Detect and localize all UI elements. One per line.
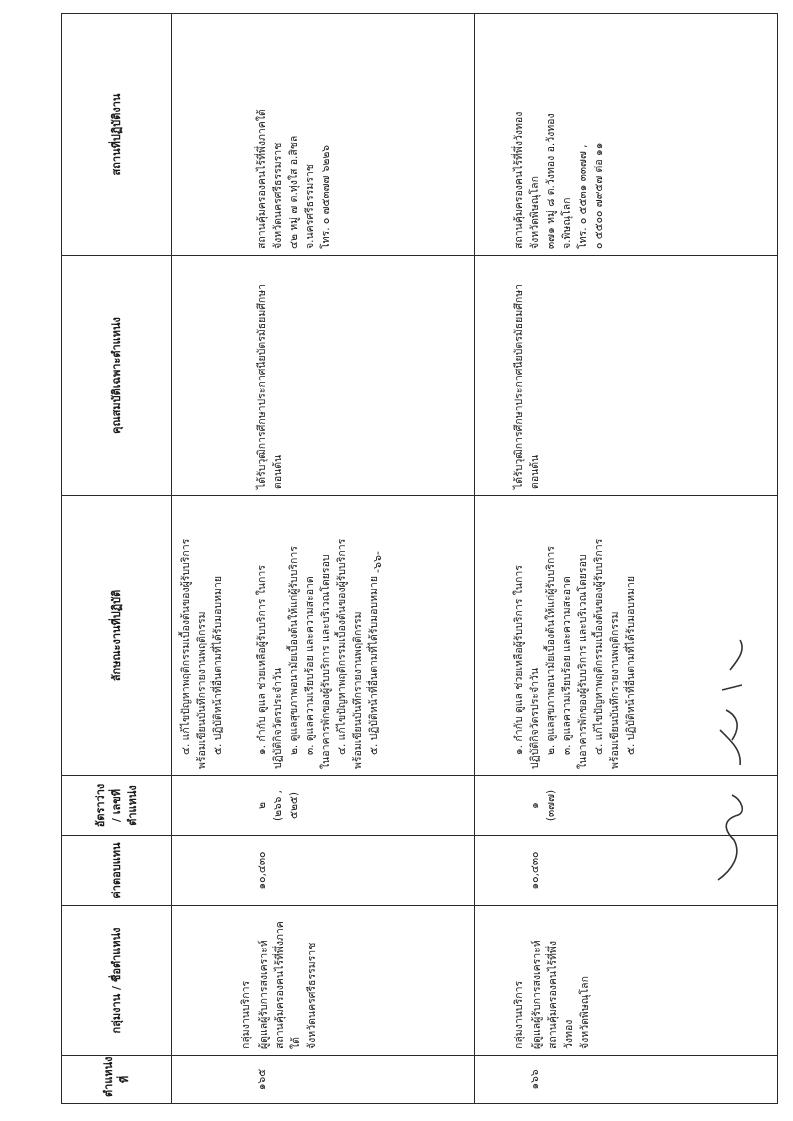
header-group-title: กลุ่มงาน / ชื่อตำแหน่ง — [62, 906, 172, 1056]
qualification-line: ตอนต้น — [272, 454, 285, 489]
duty-line: ๓. ดูแลความเรียบร้อย และความสะอาด — [304, 576, 317, 755]
title-line: ผู้ดูแลผู้รับการสงเคราะห์ — [531, 940, 544, 1049]
duty-line: พร้อมเขียนบันทึกรายงานพฤติกรรม — [196, 611, 209, 769]
header-rate-no: อัตราว่าง / เลขที่ตำแหน่ง — [62, 776, 172, 836]
duty-line: พร้อมเขียนบันทึกรายงานพฤติกรรม — [609, 611, 622, 769]
duty-line: ๕. ปฏิบัติหน้าที่อื่นตามที่ได้รับมอบหมาย — [368, 576, 381, 755]
rate-number: (๒๖๖ , — [272, 789, 285, 822]
table-row — [475, 14, 778, 1104]
rate-number: ๕๒๕) — [288, 792, 301, 819]
workplace-line: สถานคุ้มครองคนไร้ที่พึ่งภาคใต้ — [256, 109, 269, 249]
duty-line: พร้อมเขียนบันทึกรายงานพฤติกรรม — [352, 611, 365, 769]
qualification-line: ได้รับวุฒิการศึกษาประกาศนียบัตรมัธยมศึกษา — [256, 283, 269, 489]
group-label: กลุ่มงานบริการ — [240, 980, 253, 1049]
row-salary — [172, 836, 475, 906]
position-number: ๑๖๖ — [529, 1069, 542, 1090]
duty-line: ๑. กำกับ ดูแล ช่วยเหลือผู้รับบริการ ในการ — [256, 565, 269, 755]
workplace-line: สถานคุ้มครองคนไร้ที่พึ่งวังทอง — [513, 111, 526, 249]
duty-line: ๔. แก้ไขปัญหาพฤติกรรมเบื้องต้นของผู้รับบริการ — [336, 538, 349, 755]
signature-mark — [712, 590, 752, 890]
row-group-title — [172, 906, 475, 1056]
rate-number: (๓๗๗) — [545, 789, 558, 822]
workplace-line: จังหวัดพิษณุโลก — [529, 176, 542, 249]
duty-line: ๒. ดูแลสุขภาพอนามัยเบื้องต้นให้แก่ผู้รับบริการ — [288, 546, 301, 755]
duty-line: ๒. ดูแลสุขภาพอนามัยเบื้องต้นให้แก่ผู้รับบริการ — [545, 546, 558, 755]
rotated-table-wrapper — [61, 14, 778, 1104]
duty-line: ในอาคารพักของผู้รับบริการ และบริเวณโดยรอบ — [577, 554, 590, 769]
header-duties: ลักษณะงานที่ปฏิบัติ — [62, 496, 172, 776]
workplace-line: โทร. ๐ ๗๕๓๗๗ ๖๒๒๖ — [320, 145, 333, 249]
header-salary: ค่าตอบแทน — [62, 836, 172, 906]
duty-line: ๔. แก้ไขปัญหาพฤติกรรมเบื้องต้นของผู้รับบริการ — [180, 538, 193, 755]
row-position-no — [475, 1056, 778, 1104]
workplace-line: จ.พิษณุโลก — [561, 197, 574, 249]
header-position-no: ตำแหน่งที่ — [62, 1056, 172, 1104]
duty-line: ๓. ดูแลความเรียบร้อย และความสะอาด — [561, 576, 574, 755]
row-rate — [172, 776, 475, 836]
salary-value: ๑๐,๔๓๐ — [256, 851, 269, 890]
duty-line: ๕. ปฏิบัติหน้าที่อื่นตามที่ได้รับมอบหมาย — [625, 576, 638, 755]
duty-line: ๕. ปฏิบัติหน้าที่อื่นตามที่ได้รับมอบหมาย — [212, 576, 225, 755]
row-qualification — [475, 256, 778, 496]
duty-line: ปฏิบัติกิจวัตรประจำวัน — [529, 667, 542, 769]
duty-line: ปฏิบัติกิจวัตรประจำวัน — [272, 667, 285, 769]
row-workplace — [172, 14, 475, 256]
title-line: สถานคุ้มครองคนไร้ที่พึ่งวังทอง — [547, 941, 576, 1049]
rate-count: ๒ — [256, 802, 269, 809]
header-qualification: คุณสมบัติเฉพาะตำแหน่ง — [62, 256, 172, 496]
workplace-line: ๐ ๕๕๐๐ ๗๙๕๗ ต่อ ๑๑ — [593, 142, 606, 249]
title-line: ผู้ดูแลผู้รับการสงเคราะห์ — [258, 940, 271, 1049]
row-duties — [172, 496, 475, 776]
position-number: ๑๖๕ — [256, 1068, 269, 1091]
header-workplace: สถานที่ปฏิบัติงาน — [62, 14, 172, 256]
title-line: สถานคุ้มครองคนไร้ที่พึ่งภาคใต้ — [274, 921, 303, 1049]
title-line: จังหวัดพิษณุโลก — [579, 976, 592, 1049]
row-workplace — [475, 14, 778, 256]
duty-line: ในอาคารพักของผู้รับบริการ และบริเวณโดยรอบ — [320, 554, 333, 769]
duty-line: ๑. กำกับ ดูแล ช่วยเหลือผู้รับบริการ ในการ — [513, 565, 526, 755]
workplace-line: ๓๗๑ หมู่ ๘ ต.วังทอง อ.วังทอง — [545, 113, 558, 249]
title-line: จังหวัดนครศรีธรรมราช — [306, 942, 319, 1049]
page-number: -๖๖- — [370, 551, 384, 573]
duty-line: ๔. แก้ไขปัญหาพฤติกรรมเบื้องต้นของผู้รับบริการ — [593, 538, 606, 755]
table-row — [172, 14, 475, 1104]
table-header-row — [62, 14, 172, 1104]
rate-count: ๑ — [529, 802, 542, 809]
workplace-line: จ.นครศรีธรรมราช — [304, 164, 317, 249]
qualification-line: ได้รับวุฒิการศึกษาประกาศนียบัตรมัธยมศึกษา — [513, 283, 526, 489]
row-group-title — [475, 906, 778, 1056]
row-qualification — [172, 256, 475, 496]
workplace-line: จังหวัดนครศรีธรรมราช — [272, 142, 285, 249]
workplace-line: โทร. ๐ ๕๕๓๑ ๓๓๗๗ , — [577, 144, 590, 249]
positions-table — [61, 13, 778, 1104]
workplace-line: ๔๒ หมู่ ๗ ต.ทุ่งใส อ.สิชล — [288, 135, 301, 249]
salary-value: ๑๐,๔๓๐ — [529, 851, 542, 890]
group-label: กลุ่มงานบริการ — [513, 980, 526, 1049]
qualification-line: ตอนต้น — [529, 454, 542, 489]
row-position-no — [172, 1056, 475, 1104]
